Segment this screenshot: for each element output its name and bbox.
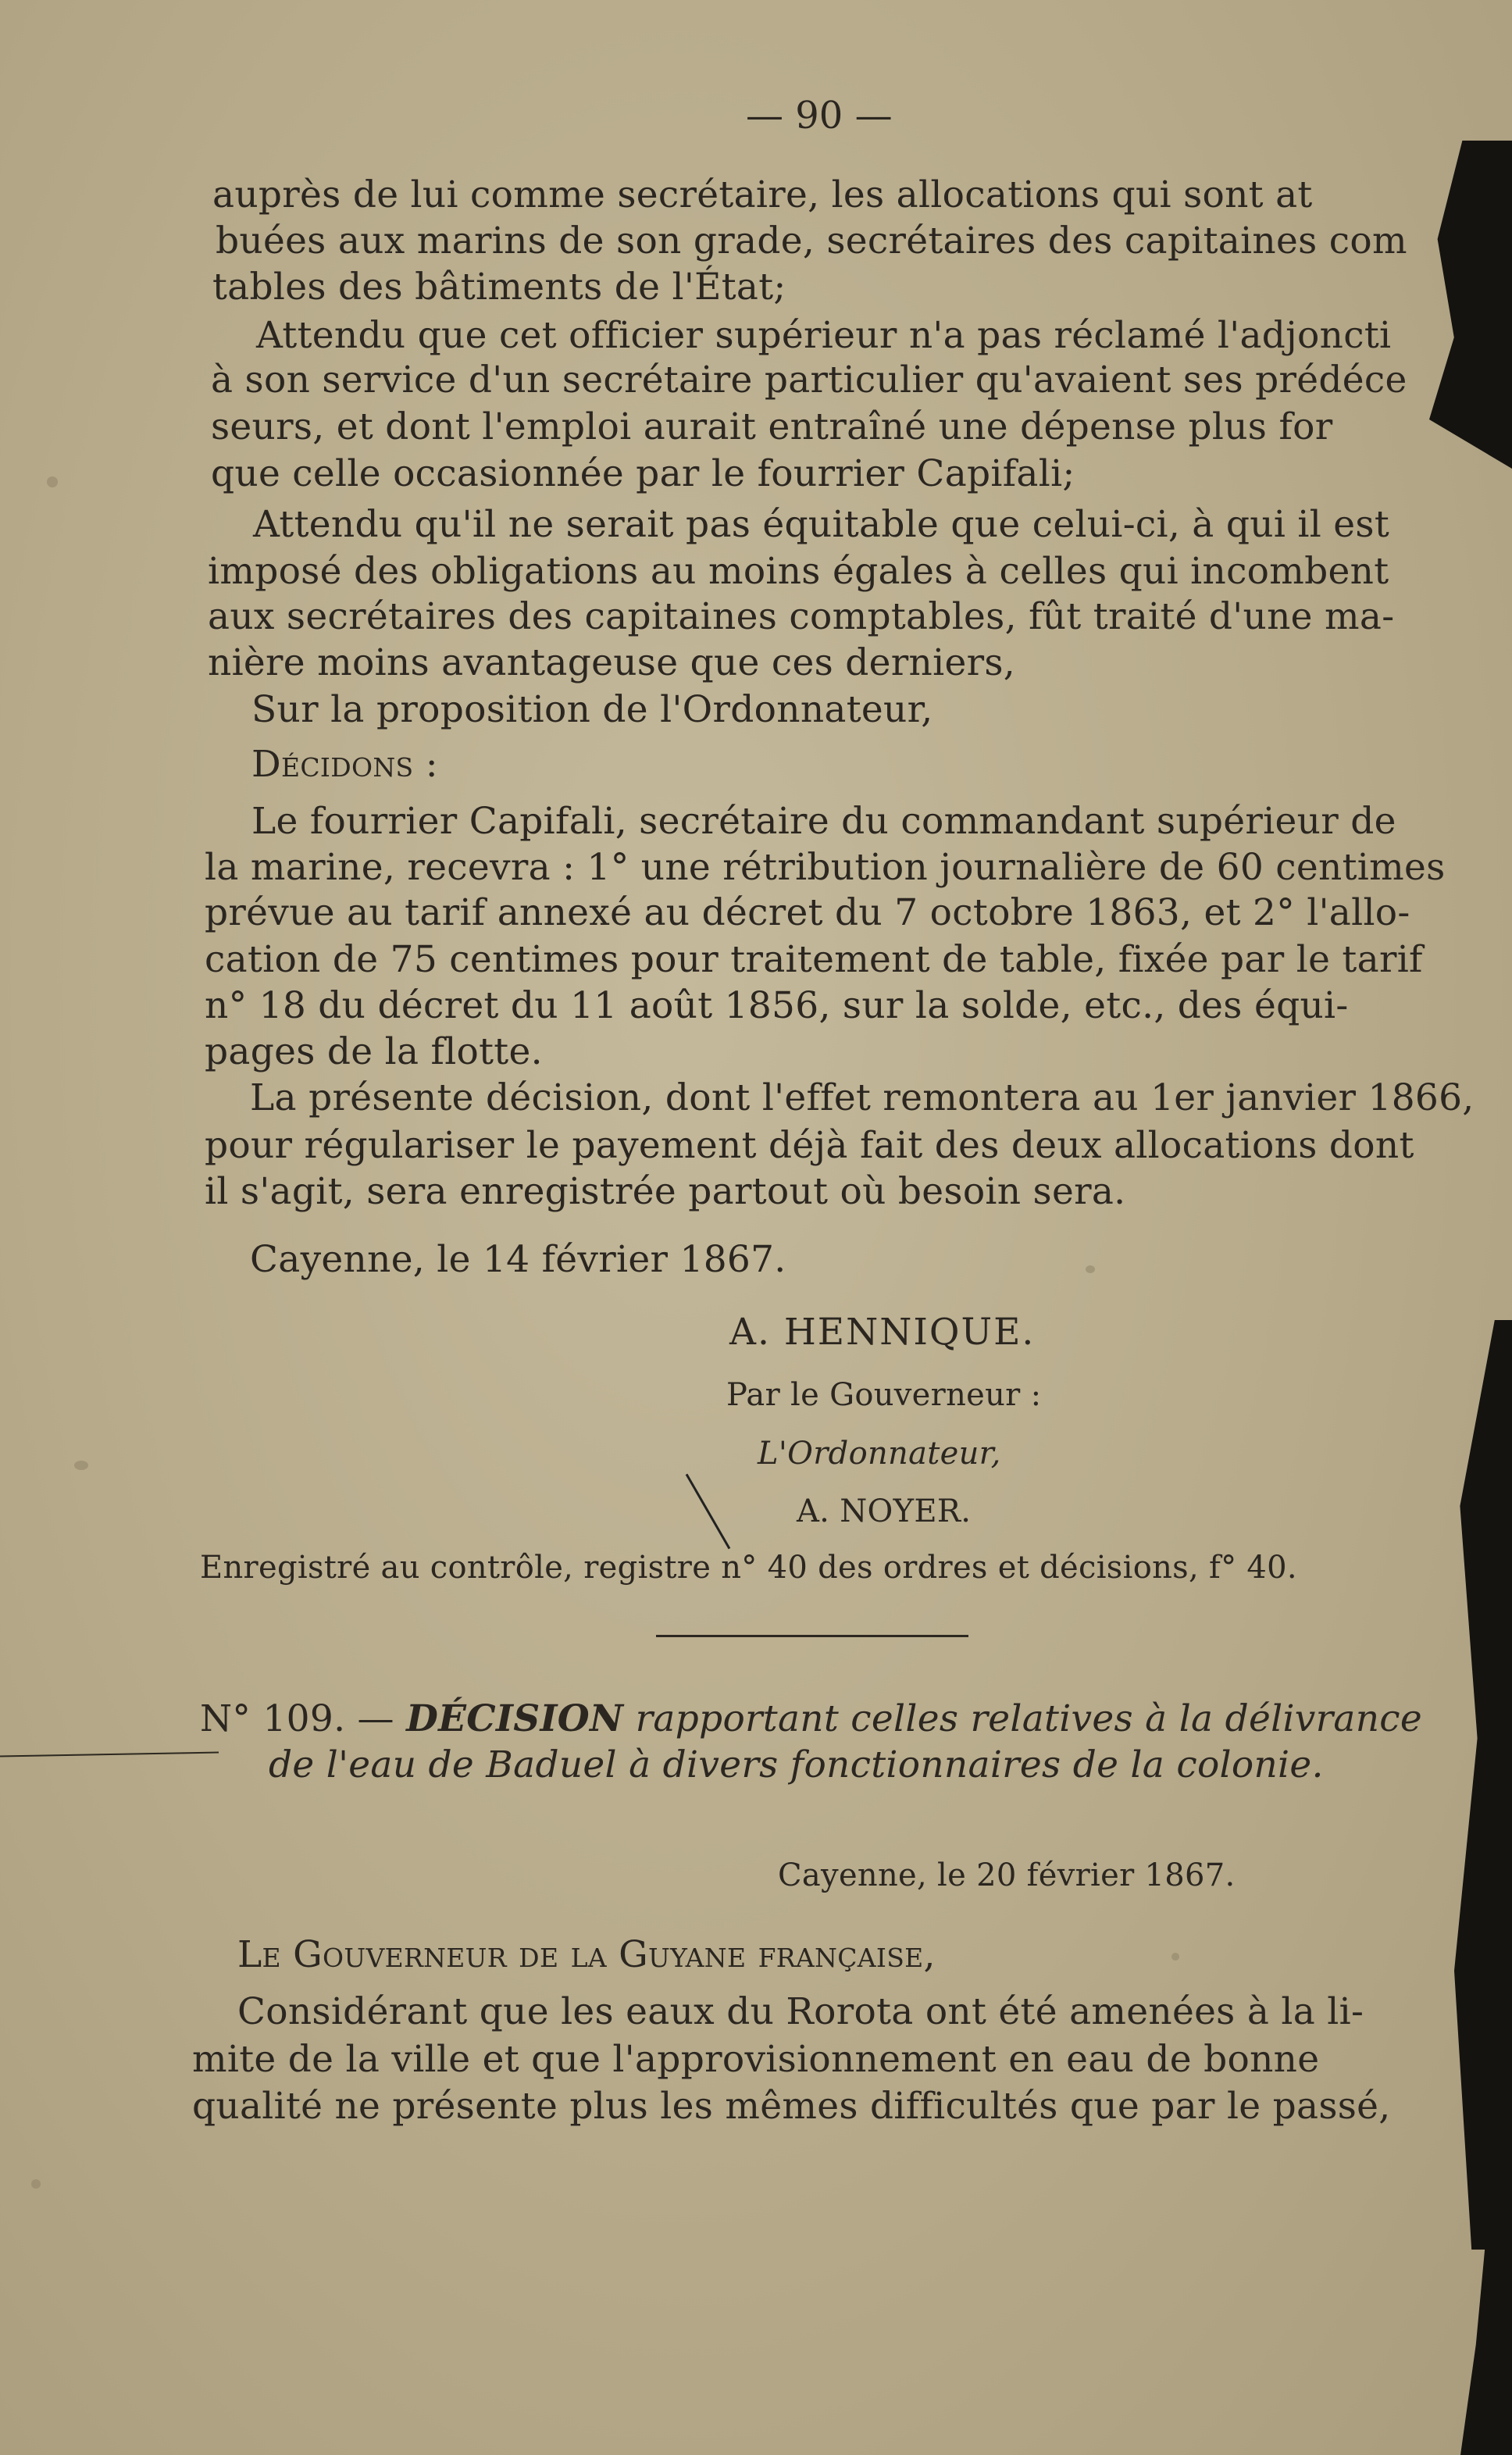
text-line: Le fourrier Capifali, secrétaire du commandant supérieur de — [251, 800, 1396, 843]
paper-speck — [74, 1461, 88, 1470]
text-line: seurs, et dont l'emploi aurait entraîné une dépense plus for — [211, 405, 1333, 448]
date-line: Cayenne, le 14 février 1867. — [250, 1238, 786, 1281]
text-line: la marine, recevra : 1° une rétribution journalière de 60 centimes — [205, 846, 1446, 889]
noyer-signature: A. NOYER. — [797, 1493, 972, 1529]
torn-edge-top-right — [1429, 141, 1512, 469]
text-line: tables des bâtiments de l'État; — [212, 266, 786, 309]
decision-heading-line-2: de l'eau de Baduel à divers fonctionnaires de la colonie. — [269, 1743, 1324, 1786]
torn-edge-bottom-right — [1460, 2234, 1512, 2455]
decision-word: DÉCISION — [406, 1697, 624, 1740]
par-le-gouverneur: Par le Gouverneur : — [726, 1377, 1042, 1413]
paper-speck — [31, 2179, 41, 2189]
text-line: Attendu qu'il ne serait pas équitable que celui-ci, à qui il est — [253, 503, 1390, 546]
torn-edge-middle-right — [1454, 1320, 1512, 2250]
paper-speck — [1171, 1953, 1179, 1961]
section-divider — [656, 1635, 968, 1637]
text-line: pages de la flotte. — [205, 1030, 543, 1073]
text-line: La présente décision, dont l'effet remontera au 1er janvier 1866, — [250, 1076, 1475, 1119]
ordonnateur-label: L'Ordonnateur, — [758, 1436, 1001, 1472]
decision-title-part-1: rapportant celles relatives à la délivrance — [635, 1697, 1423, 1740]
text-line: cation de 75 centimes pour traitement de table, fixée par le tarif — [205, 938, 1423, 981]
text-line: nière moins avantageuse que ces derniers, — [208, 641, 1015, 684]
text-line: Attendu que cet officier supérieur n'a pas réclamé l'adjoncti — [256, 314, 1392, 357]
decidons-heading: Décidons : — [251, 743, 438, 786]
paper-speck — [1086, 1265, 1095, 1273]
text-line: prévue au tarif annexé au décret du 7 octobre 1863, et 2° l'allo- — [205, 891, 1410, 934]
text-line: mite de la ville et que l'approvisionnement en eau de bonne — [192, 2038, 1320, 2081]
text-line: n° 18 du décret du 11 août 1856, sur la solde, etc., des équi- — [205, 984, 1349, 1027]
gouverneur-line: Le Gouverneur de la Guyane française, — [237, 1933, 936, 1976]
text-line: imposé des obligations au moins égales à celles qui incombent — [208, 550, 1389, 593]
text-line: pour régulariser le payement déjà fait des deux allocations dont — [205, 1124, 1414, 1167]
signature-name: A. HENNIQUE. — [729, 1311, 1036, 1354]
ink-underline-stroke — [0, 1752, 219, 1757]
decision-heading-line-1 — [200, 1697, 1422, 1742]
text-line: auprès de lui comme secrétaire, les allocations qui sont at — [212, 173, 1313, 216]
text-line: aux secrétaires des capitaines comptables, fût traité d'une ma- — [208, 595, 1395, 638]
text-line: Considérant que les eaux du Rorota ont été amenées à la li- — [237, 1990, 1364, 2033]
paper-speck — [47, 476, 58, 487]
text-line: il s'agit, sera enregistrée partout où besoin sera. — [205, 1170, 1126, 1213]
text-line: Sur la proposition de l'Ordonnateur, — [251, 688, 933, 731]
text-line: que celle occasionnée par le fourrier Capifali; — [211, 452, 1075, 495]
ink-stroke — [686, 1474, 731, 1550]
page-number: — 90 — — [746, 94, 893, 137]
second-date-line: Cayenne, le 20 février 1867. — [778, 1857, 1236, 1893]
text-line: buées aux marins de son grade, secrétaires des capitaines com — [216, 219, 1407, 262]
text-line: qualité ne présente plus les mêmes difficultés que par le passé, — [192, 2085, 1391, 2128]
text-line: à son service d'un secrétaire particulier qu'avaient ses prédéce — [211, 359, 1407, 401]
enregistre-line: Enregistré au contrôle, registre n° 40 des ordres et décisions, f° 40. — [200, 1550, 1297, 1586]
decision-number: N° 109. — — [200, 1697, 394, 1740]
